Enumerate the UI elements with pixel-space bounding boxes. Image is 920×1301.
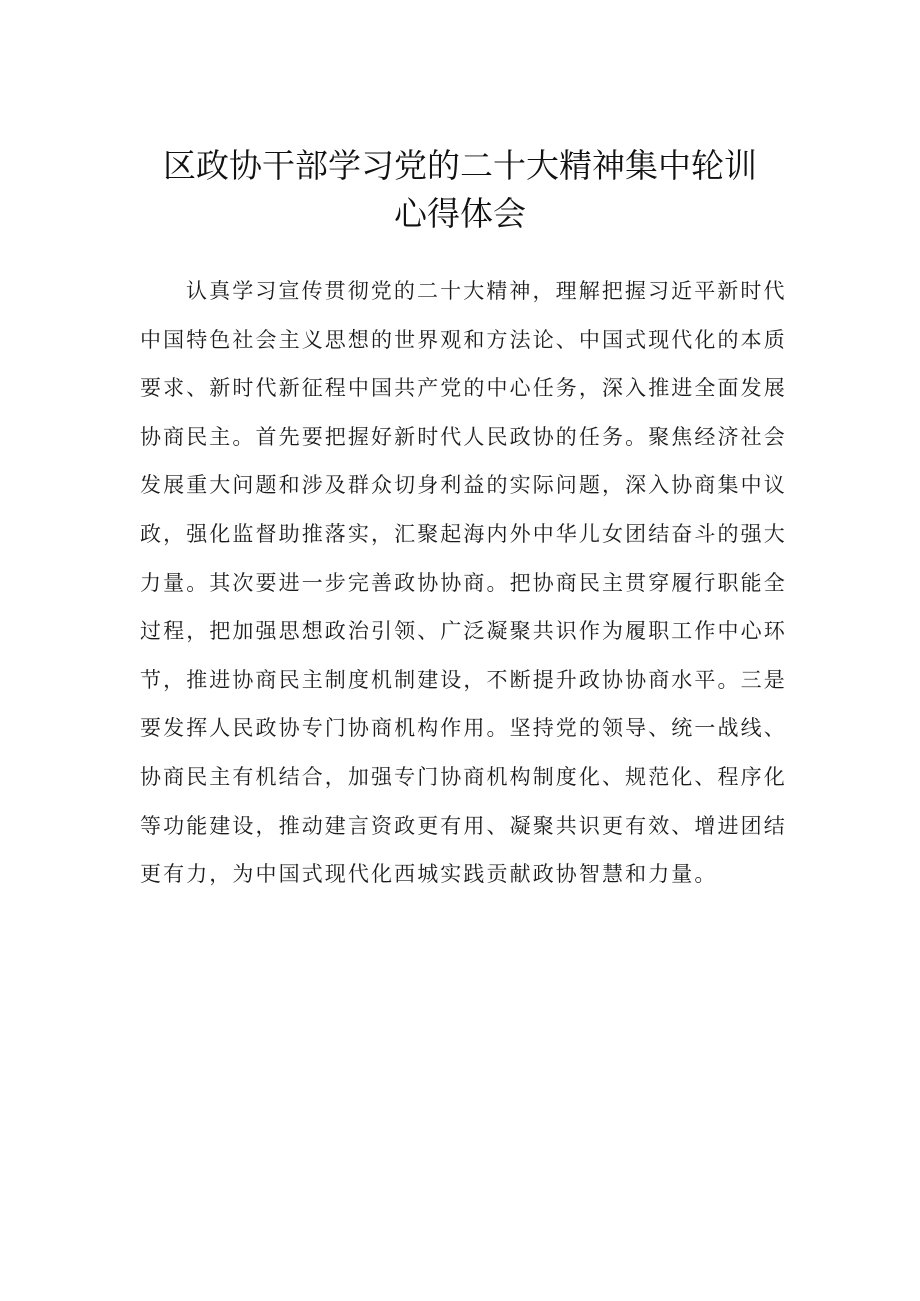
title-line-2: 心得体会 [394,194,526,233]
body-line-1: 认真学习宣传贯彻党的二十大精神，理解把握习近平新时代 [186,279,787,303]
body-line-10: 要发挥人民政协专门协商机构作用。坚持党的领导、统一战线、 [140,716,787,741]
body-line-4: 协商民主。首先要把握好新时代人民政协的任务。聚焦经济社会 [140,424,787,449]
body-line-11: 协商民主有机结合，加强专门协商机构制度化、规范化、程序化 [140,764,787,789]
title-line-1: 区政协干部学习党的二十大精神集中轮训 [163,146,757,185]
document-title [0,142,920,238]
body-line-3: 要求、新时代新征程中国共产党的中心任务，深入推进全面发展 [140,376,787,401]
body-line-7: 力量。其次要进一步完善政协协商。把协商民主贯穿履行职能全 [140,570,787,595]
body-line-13: 更有力，为中国式现代化西城实践贡献政协智慧和力量。 [140,862,718,887]
body-line-8: 过程，把加强思想政治引领、广泛凝聚共识作为履职工作中心环 [140,619,787,644]
body-line-2: 中国特色社会主义思想的世界观和方法论、中国式现代化的本质 [140,327,787,352]
body-line-12: 等功能建设，推动建言资政更有用、凝聚共识更有效、增进团结 [140,813,787,838]
body-line-5: 发展重大问题和涉及群众切身利益的实际问题，深入协商集中议 [140,473,787,498]
body-line-6: 政，强化监督助推落实，汇聚起海内外中华儿女团结奋斗的强大 [140,521,787,546]
body-line-9: 节，推进协商民主制度机制建设，不断提升政协协商水平。三是 [140,667,787,692]
document-body [140,267,820,899]
